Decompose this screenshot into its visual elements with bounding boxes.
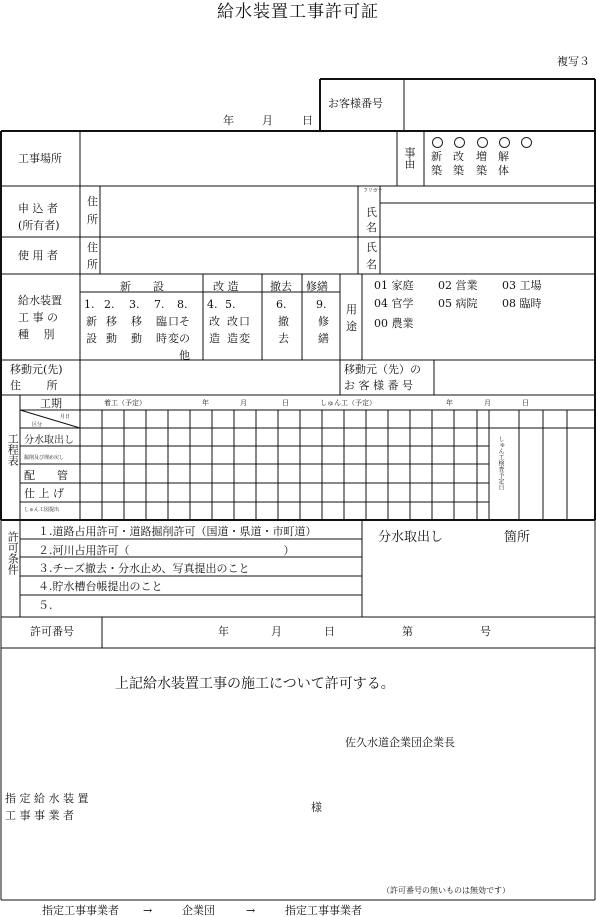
schedule-start-month: 月: [240, 399, 247, 407]
reason-renovate-2: 築: [453, 164, 464, 177]
usage-item-hospital[interactable]: 05 病院: [438, 297, 478, 310]
relocation-address-field[interactable]: [82, 361, 340, 395]
schedule-row-excavation: 掘削及び埋め戻し: [24, 455, 65, 461]
schedule-row-drawing: しゅん工図提出: [24, 507, 60, 513]
user-name-label-1: 氏: [366, 241, 377, 254]
condition-1: １.道路占用許可・道路掘削許可（国道・県道・市町道）: [38, 525, 317, 538]
reason-extend-2: 築: [476, 164, 487, 177]
work-type-col-6-char-1: 改: [209, 315, 220, 328]
schedule-start-year: 年: [202, 399, 209, 407]
schedule-finish-year: 年: [446, 399, 453, 407]
permit-no-label: 許可番号: [30, 625, 74, 638]
work-type-num-1[interactable]: 1.: [84, 298, 95, 311]
furigana-label: フリガナ: [363, 188, 383, 194]
reason-checkbox-4[interactable]: [499, 137, 510, 148]
reason-checkbox-1[interactable]: [432, 137, 443, 148]
conditions-side-label: 許可条件: [6, 531, 20, 575]
header-day: 日: [302, 114, 313, 127]
schedule-row-finishing: 仕 上 げ: [24, 487, 64, 500]
group-removal: 撤去: [270, 280, 292, 293]
work-type-num-6[interactable]: 4.: [207, 298, 218, 311]
work-type-col-1-char-1: 新: [86, 315, 97, 328]
group-new: 新 設: [120, 280, 164, 293]
condition-5: ５.: [38, 599, 53, 612]
work-type-col-3-char-2: 動: [131, 332, 142, 345]
work-type-col-1-char-2: 設: [86, 332, 97, 345]
condition-4: ４.貯水槽台帳提出のこと: [38, 580, 163, 593]
usage-label-1: 用: [346, 303, 357, 316]
permit-dai: 第: [402, 625, 413, 638]
form-line-30: [20, 410, 80, 428]
work-type-col-5-char-1: そ: [179, 315, 190, 328]
user-label: 使 用 者: [18, 249, 58, 262]
user-address-label-2: 所: [87, 258, 98, 271]
usage-item-factory[interactable]: 03 工場: [502, 279, 542, 292]
applicant-label: 申 込 者: [18, 202, 58, 215]
work-type-col-7-extra-2: 変: [239, 332, 250, 345]
site-field[interactable]: [82, 132, 394, 186]
usage-item-government[interactable]: 04 官学: [374, 297, 414, 310]
relocation-customer-label-1: 移動元（先）の: [344, 363, 421, 376]
applicant-owner-label: (所有者): [18, 219, 60, 232]
contractor-honorific: 様: [311, 801, 322, 814]
work-type-col-8-char-2: 去: [278, 332, 289, 345]
group-repair: 修繕: [306, 280, 328, 293]
schedule-finish-day: 日: [522, 399, 529, 407]
work-type-col-2-char-1: 移: [106, 315, 117, 328]
usage-item-temporary[interactable]: 08 臨時: [502, 297, 542, 310]
user-name-label-2: 名: [366, 258, 377, 271]
work-type-col-5-char-3: 他: [179, 349, 190, 362]
usage-item-business[interactable]: 02 営業: [438, 279, 478, 292]
form-title: 給水装置工事許可証: [217, 2, 379, 22]
group-remodel: 改 造: [213, 280, 239, 293]
schedule-category-label: 区分: [32, 422, 43, 428]
reason-label: 事由: [403, 147, 416, 169]
work-type-col-3-extra-2: 変: [168, 332, 179, 345]
work-type-col-6-char-2: 造: [209, 332, 220, 345]
work-type-col-7-extra-1: 口: [239, 315, 250, 328]
work-type-label-3: 種 別: [18, 328, 55, 341]
usage-item-household[interactable]: 01 家庭: [374, 279, 414, 292]
tap-count-label: 分水取出し: [378, 530, 444, 545]
usage-label-2: 途: [346, 320, 357, 333]
schedule-row-tap: 分水取出し: [24, 435, 74, 446]
flow-contractor-2: 指定工事事業者: [285, 904, 362, 917]
site-label: 工事場所: [18, 152, 62, 165]
schedule-finish-month: 月: [484, 399, 491, 407]
inspection-date-label: しゅん工検査予定日: [497, 436, 504, 490]
work-type-col-4-char-2: 時: [156, 332, 167, 345]
work-type-label-2: 工 事 の: [18, 311, 58, 324]
work-type-col-2-char-2: 動: [106, 332, 117, 345]
reason-extend-1: 増: [476, 150, 487, 163]
reason-demolish-2: 体: [498, 164, 509, 177]
work-type-num-3[interactable]: 3.: [129, 298, 140, 311]
user-address-label-1: 住: [87, 241, 98, 254]
work-type-col-8-char-1: 撤: [278, 315, 289, 328]
work-type-col-9-char-1: 修: [318, 315, 329, 328]
header-year: 年: [223, 114, 234, 127]
relocation-label-2: 住 所: [10, 379, 58, 392]
reason-checkbox-5[interactable]: [521, 137, 532, 148]
work-type-col-9-char-2: 繕: [318, 332, 329, 345]
schedule-row-piping: 配 管: [24, 469, 68, 482]
work-type-num-9[interactable]: 9.: [316, 298, 327, 311]
contractor-label-2: 工 事 事 業 者: [5, 809, 74, 822]
customer-no-label: お客様番号: [328, 97, 383, 110]
work-type-col-5-char-2: の: [179, 332, 190, 345]
reason-checkbox-3[interactable]: [477, 137, 488, 148]
work-type-col-7-char-1: 改: [227, 315, 238, 328]
tap-count-unit: 箇所: [504, 530, 531, 545]
relocation-customer-field[interactable]: [434, 361, 594, 395]
permit-day: 日: [324, 625, 335, 638]
flow-arrow-1: →: [143, 904, 153, 917]
header-month: 月: [262, 114, 273, 127]
work-type-num-7[interactable]: 5.: [225, 298, 236, 311]
flow-arrow-2: →: [246, 904, 256, 917]
relocation-customer-label-2: お 客 様 番 号: [344, 379, 413, 392]
schedule-start-label: 着工（予定）: [104, 399, 146, 407]
validity-note: （許可番号の無いものは無効です）: [382, 886, 510, 895]
schedule-period-label: 工期: [40, 397, 62, 410]
reason-demolish-1: 解: [498, 150, 509, 163]
schedule-start-day: 日: [282, 399, 289, 407]
work-type-col-7-char-2: 造: [227, 332, 238, 345]
flow-contractor-1: 指定工事事業者: [42, 904, 119, 917]
reason-checkbox-2[interactable]: [454, 137, 465, 148]
customer-no-field[interactable]: [406, 80, 594, 128]
flow-authority: 企業団: [182, 904, 215, 917]
relocation-label-1: 移動元(先): [10, 363, 63, 376]
permit-month: 月: [271, 625, 282, 638]
applicant-name-label-2: 名: [366, 221, 377, 234]
work-type-num-8[interactable]: 6.: [276, 298, 287, 311]
reason-new-2: 築: [431, 164, 442, 177]
copy-label: 複写３: [557, 55, 590, 68]
schedule-side-label: 工程表: [6, 433, 20, 466]
work-type-col-3-extra-1: 口: [168, 315, 179, 328]
schedule-monthday-label: 月日: [60, 414, 71, 420]
permit-go: 号: [480, 625, 491, 638]
contractor-label-1: 指 定 給 水 装 置: [5, 792, 89, 805]
work-type-num-5[interactable]: 8.: [177, 298, 188, 311]
issuer-name: 佐久水道企業団企業長: [345, 736, 455, 749]
usage-item-agriculture[interactable]: 00 農業: [374, 317, 414, 330]
schedule-finish-label: しゅん工（予定）: [320, 399, 376, 407]
condition-3: ３.チーズ撤去・分水止め、写真提出のこと: [38, 562, 250, 575]
user-name-field[interactable]: [382, 238, 594, 274]
applicant-name-label-1: 氏: [366, 206, 377, 219]
applicant-address-label-1: 住: [87, 195, 98, 208]
reason-renovate-1: 改: [453, 150, 464, 163]
work-type-num-2[interactable]: 2.: [104, 298, 115, 311]
applicant-address-label-2: 所: [87, 213, 98, 226]
reason-new-1: 新: [431, 150, 442, 163]
applicant-address-field[interactable]: [102, 190, 356, 236]
permit-statement: 上記給水装置工事の施工について許可する。: [115, 676, 395, 692]
condition-2: ２.河川占用許可（ ）: [38, 544, 295, 557]
permit-year: 年: [218, 625, 229, 638]
work-type-col-4-char-1: 臨: [156, 315, 167, 328]
work-type-label-1: 給水装置: [18, 294, 62, 307]
user-address-field[interactable]: [102, 238, 356, 274]
work-type-num-4[interactable]: 7.: [154, 298, 165, 311]
work-type-col-3-char-1: 移: [131, 315, 142, 328]
applicant-name-field[interactable]: [382, 203, 594, 236]
